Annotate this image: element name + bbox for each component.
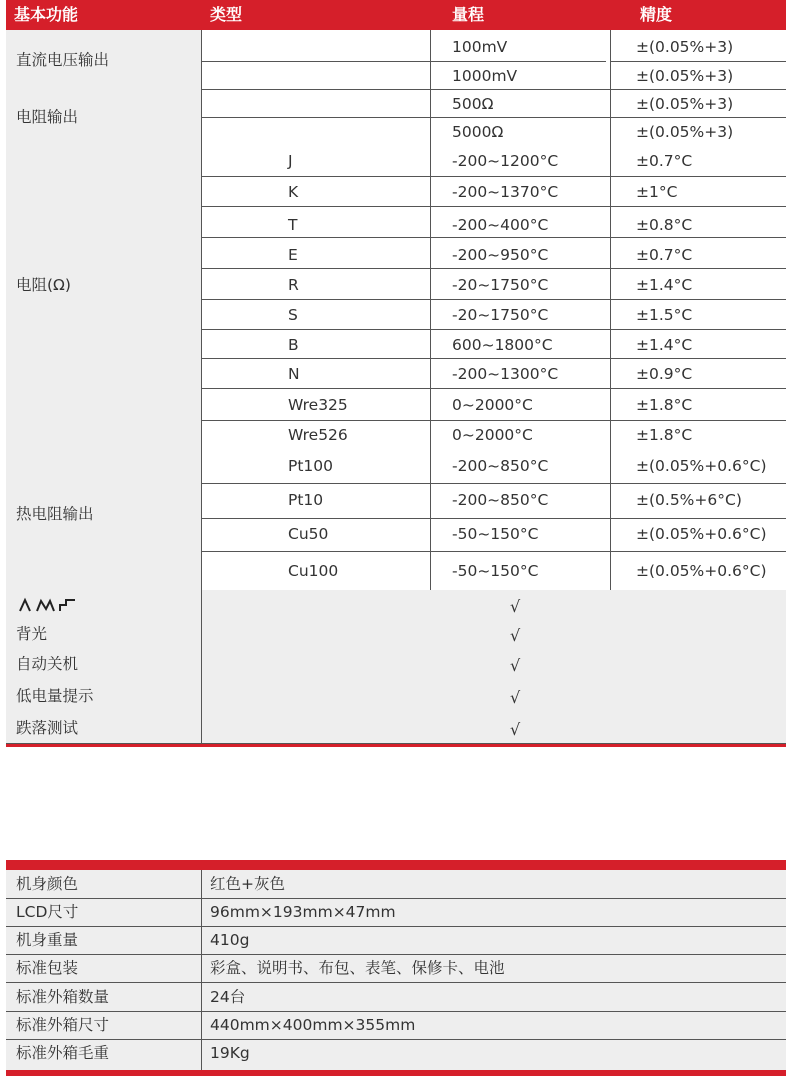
type-cell: Cu50 (288, 525, 329, 543)
feature-label: 背光 (16, 625, 48, 643)
spec-label: 标准外箱数量 (16, 988, 110, 1006)
col-divider (201, 870, 202, 1070)
general-table-top-bar (6, 860, 786, 870)
accuracy-cell: ±1.4°C (636, 336, 693, 354)
check-mark: √ (510, 626, 521, 645)
accuracy-cell: ±0.8°C (636, 216, 693, 234)
col-divider (430, 30, 431, 590)
type-cell: K (288, 183, 299, 201)
accuracy-cell: ±(0.05%+0.6°C) (636, 457, 767, 475)
type-cell: B (288, 336, 299, 354)
spec-label: 机身颜色 (16, 875, 79, 893)
type-cell: Wre526 (288, 426, 348, 444)
spec-value: 410g (210, 931, 250, 949)
header-accuracy: 精度 (640, 5, 673, 24)
range-cell: 0~2000°C (452, 426, 533, 444)
col-divider (610, 30, 611, 590)
accuracy-cell: ±(0.05%+3) (636, 123, 734, 141)
range-cell: -200~950°C (452, 246, 549, 264)
accuracy-cell: ±0.7°C (636, 152, 693, 170)
range-cell: -50~150°C (452, 525, 539, 543)
row-divider (6, 898, 786, 899)
spec-value: 96mm×193mm×47mm (210, 903, 396, 921)
row-divider (201, 237, 786, 238)
spec-label: 标准包装 (16, 959, 79, 977)
accuracy-cell: ±0.7°C (636, 246, 693, 264)
accuracy-cell: ±1.8°C (636, 396, 693, 414)
type-cell: T (288, 216, 298, 234)
row-divider (6, 954, 786, 955)
row-divider (201, 329, 786, 330)
accuracy-cell: ±(0.05%+3) (636, 95, 734, 113)
type-cell: Wre325 (288, 396, 348, 414)
type-cell: Pt100 (288, 457, 334, 475)
table-bottom-rule (6, 744, 786, 747)
header-range: 量程 (452, 5, 485, 24)
type-cell: S (288, 306, 298, 324)
type-cell: J (288, 152, 293, 170)
row-divider (6, 926, 786, 927)
accuracy-cell: ±(0.05%+0.6°C) (636, 562, 767, 580)
range-cell: -200~1300°C (452, 365, 559, 383)
type-cell: R (288, 276, 299, 294)
row-divider (201, 551, 786, 552)
accuracy-cell: ±1.5°C (636, 306, 693, 324)
group-label-rtd: 热电阻输出 (16, 505, 94, 523)
range-cell: -50~150°C (452, 562, 539, 580)
row-divider (201, 268, 786, 269)
spec-label: 机身重量 (16, 931, 79, 949)
range-cell: 0~2000°C (452, 396, 533, 414)
check-mark: √ (510, 656, 521, 675)
row-divider (201, 176, 786, 177)
range-cell: 100mV (452, 38, 508, 56)
general-table-bottom-bar (6, 1070, 786, 1076)
accuracy-cell: ±0.9°C (636, 365, 693, 383)
row-divider (201, 420, 786, 421)
row-divider (201, 483, 786, 484)
row-divider (201, 299, 786, 300)
spec-label: 标准外箱尺寸 (16, 1016, 110, 1034)
check-mark: √ (510, 597, 521, 616)
group-cell-resistance-ohm (6, 146, 201, 450)
range-cell: -200~1200°C (452, 152, 559, 170)
accuracy-cell: ±1.8°C (636, 426, 693, 444)
feature-section-bg (6, 590, 786, 743)
group-label-resistance-ohm: 电阻(Ω) (16, 276, 71, 294)
type-cell: Cu100 (288, 562, 339, 580)
row-divider (201, 388, 786, 389)
row-divider (201, 518, 786, 519)
range-cell: -200~400°C (452, 216, 549, 234)
col-divider (201, 30, 202, 744)
row-divider (201, 61, 606, 62)
range-cell: -20~1750°C (452, 306, 549, 324)
type-cell: Pt10 (288, 491, 324, 509)
range-cell: 1000mV (452, 67, 518, 85)
row-divider (201, 206, 786, 207)
spec-label: 标准外箱毛重 (16, 1044, 110, 1062)
accuracy-cell: ±1°C (636, 183, 678, 201)
type-cell: N (288, 365, 300, 383)
row-divider (6, 1039, 786, 1040)
spec-value: 19Kg (210, 1044, 250, 1062)
feature-label: 自动关机 (16, 655, 79, 673)
group-label-dc-voltage: 直流电压输出 (16, 51, 110, 69)
spec-value: 24台 (210, 988, 246, 1006)
header-basic-function: 基本功能 (14, 5, 79, 24)
feature-label: 低电量提示 (16, 687, 94, 705)
range-cell: -20~1750°C (452, 276, 549, 294)
check-mark: √ (510, 720, 521, 739)
row-divider (201, 117, 786, 118)
range-cell: -200~850°C (452, 457, 549, 475)
range-cell: 500Ω (452, 95, 494, 113)
row-divider (610, 61, 786, 62)
type-cell: E (288, 246, 298, 264)
accuracy-cell: ±(0.05%+0.6°C) (636, 525, 767, 543)
accuracy-cell: ±(0.05%+3) (636, 67, 734, 85)
group-label-resistance: 电阻输出 (16, 108, 79, 126)
range-cell: -200~850°C (452, 491, 549, 509)
row-divider (201, 89, 786, 90)
header-type: 类型 (210, 5, 243, 24)
accuracy-cell: ±(0.5%+6°C) (636, 491, 742, 509)
accuracy-cell: ±1.4°C (636, 276, 693, 294)
spec-value: 红色+灰色 (210, 875, 285, 893)
accuracy-cell: ±(0.05%+3) (636, 38, 734, 56)
range-cell: -200~1370°C (452, 183, 559, 201)
feature-label: 跌落测试 (16, 719, 79, 737)
row-divider (6, 1011, 786, 1012)
spec-label: LCD尺寸 (16, 903, 79, 921)
spec-value: 440mm×400mm×355mm (210, 1016, 416, 1034)
spec-value: 彩盒、说明书、布包、表笔、保修卡、电池 (210, 959, 505, 977)
ramp-step-wave-icon (18, 597, 78, 613)
check-mark: √ (510, 688, 521, 707)
row-divider (6, 982, 786, 983)
row-divider (201, 358, 786, 359)
range-cell: 600~1800°C (452, 336, 553, 354)
range-cell: 5000Ω (452, 123, 504, 141)
